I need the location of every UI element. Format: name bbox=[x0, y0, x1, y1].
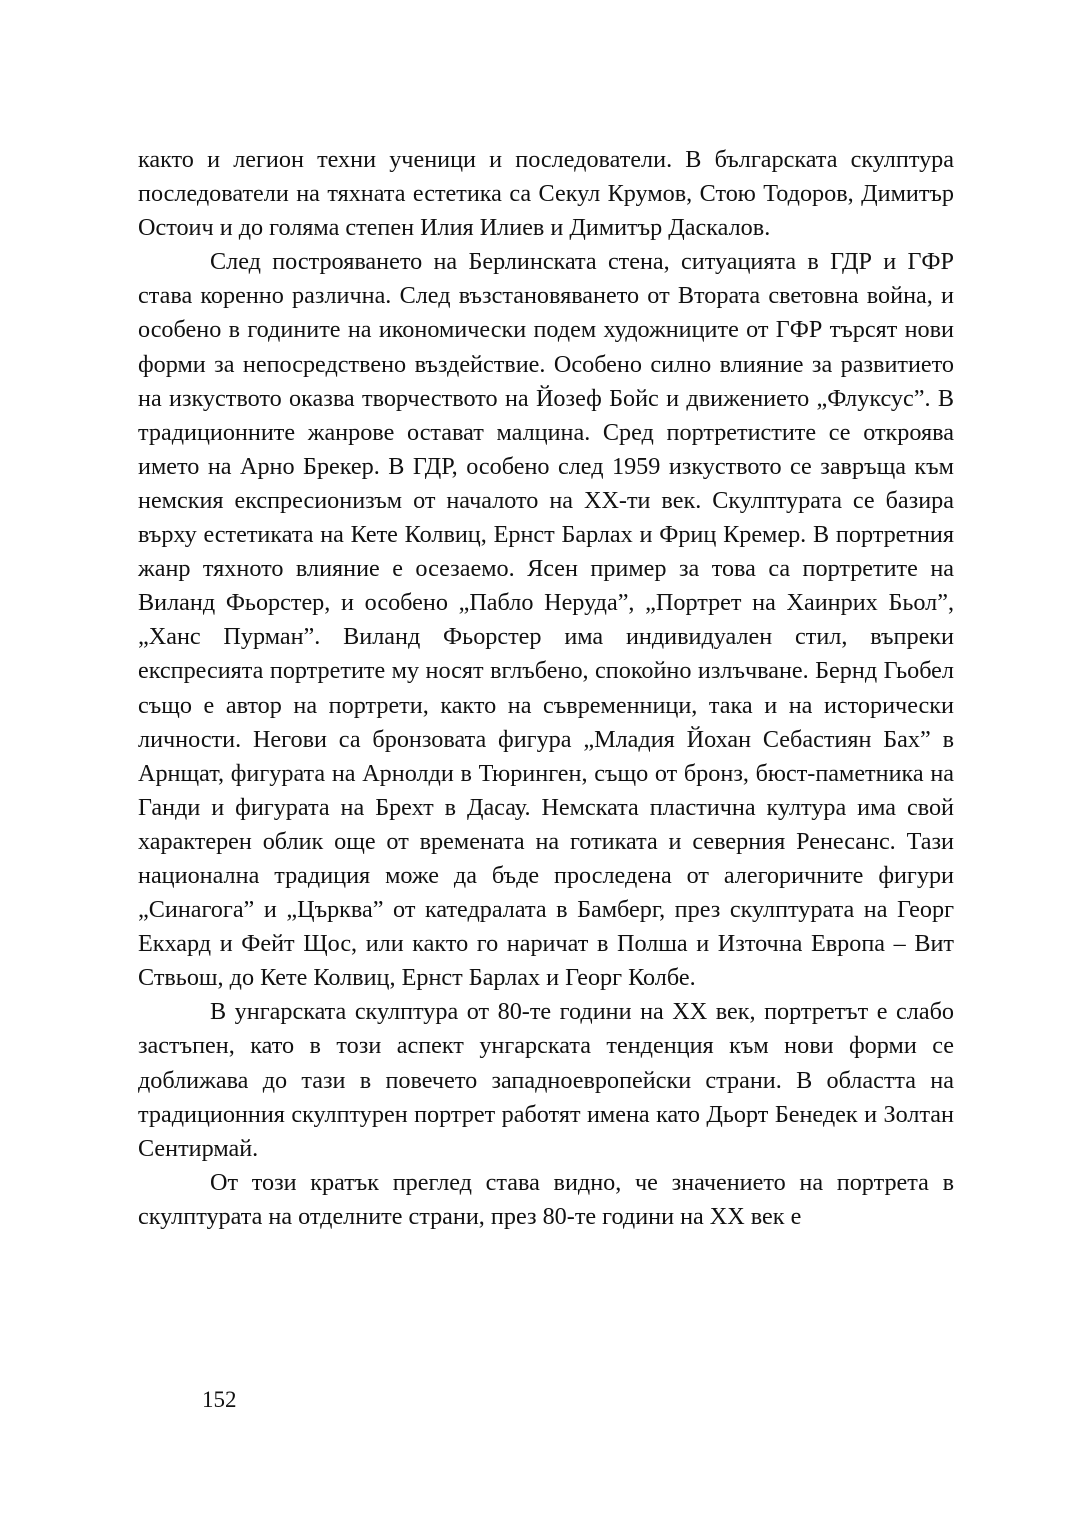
paragraph-summary: От този кратък преглед става видно, че значението на портрета в скулптурата на отделните страни, през 80-те години на ХХ век е bbox=[138, 1168, 954, 1230]
paragraph-germany: След построяването на Берлинската стена, ситуацията в ГДР и ГФР става коренно различна. След възстановяването от Втората световна война, и особено в годините на икономически подем художниците от ГФР търсят нови форми за непосредствено въздействие. Особено силно влияние за развитието на изкуството оказва творчеството на Йозеф Бойс и движението „Флуксус”. В традиционните жанрове остават малцина. Сред портретистите се откроява името на Арно Брекер. В ГДР, особено след 1959 изкуството се завръща към немския експресионизъм от началото на ХХ-ти век. Скулптурата се базира върху естетиката на Кете Колвиц, Ернст Барлах и Фриц Кремер. В портретния жанр тяхното влияние е осезаемо. Ясен пример за това са портретите на Виланд Фьорстер, и особено „Пабло Неруда”, „Портрет на Хаинрих Бьол”, „Ханс Пурман”. Виланд Фьорстер има индивидуален стил, въпреки експресията портретите му носят вглъбено, спокойно излъчване. Бернд Гьобел също е автор на портрети, както на съвременници, така и на исторически личности. Негови са бронзовата фигура „Младия Йохан Себастиян Бах” в Арнщат, фигурата на Арнолди в Тюринген, също от бронз, бюст-паметника на Ганди и фигурата на Брехт в Дасау. Немската пластична култура има свой характерен облик още от времената на готиката и северния Ренесанс. Тази национална традиция може да бъде проследена от алегоричните фигури „Синагога” и „Църква” от катедралата в Бамберг, през скулптурата на Георг Екхард и Фейт Щос, или както го наричат в Полша и Източна Европа – Вит Ствьош, до Кете Колвиц, Ернст Барлах и Георг Колбе. bbox=[138, 248, 954, 992]
page-body bbox=[138, 143, 954, 1234]
page-number: 152 bbox=[202, 1387, 237, 1412]
paragraph-continuation: както и легион техни ученици и последователи. В българската скулптура последователи на тяхната естетика са Секул Крумов, Стою Тодоров, Димитър Остоич и до голяма степен Илия Илиев и Димитър Даскалов. bbox=[138, 146, 954, 242]
paragraph-hungary: В унгарската скулптура от 80-те години на ХХ век, портретът е слабо застъпен, като в този аспект унгарската тенденция към нови форми се доближава до тази в повечето западноевропейски страни. В областта на традиционния скулптурен портрет работят имена като Дьорт Бенедек и Золтан Сентирмай. bbox=[138, 998, 954, 1162]
